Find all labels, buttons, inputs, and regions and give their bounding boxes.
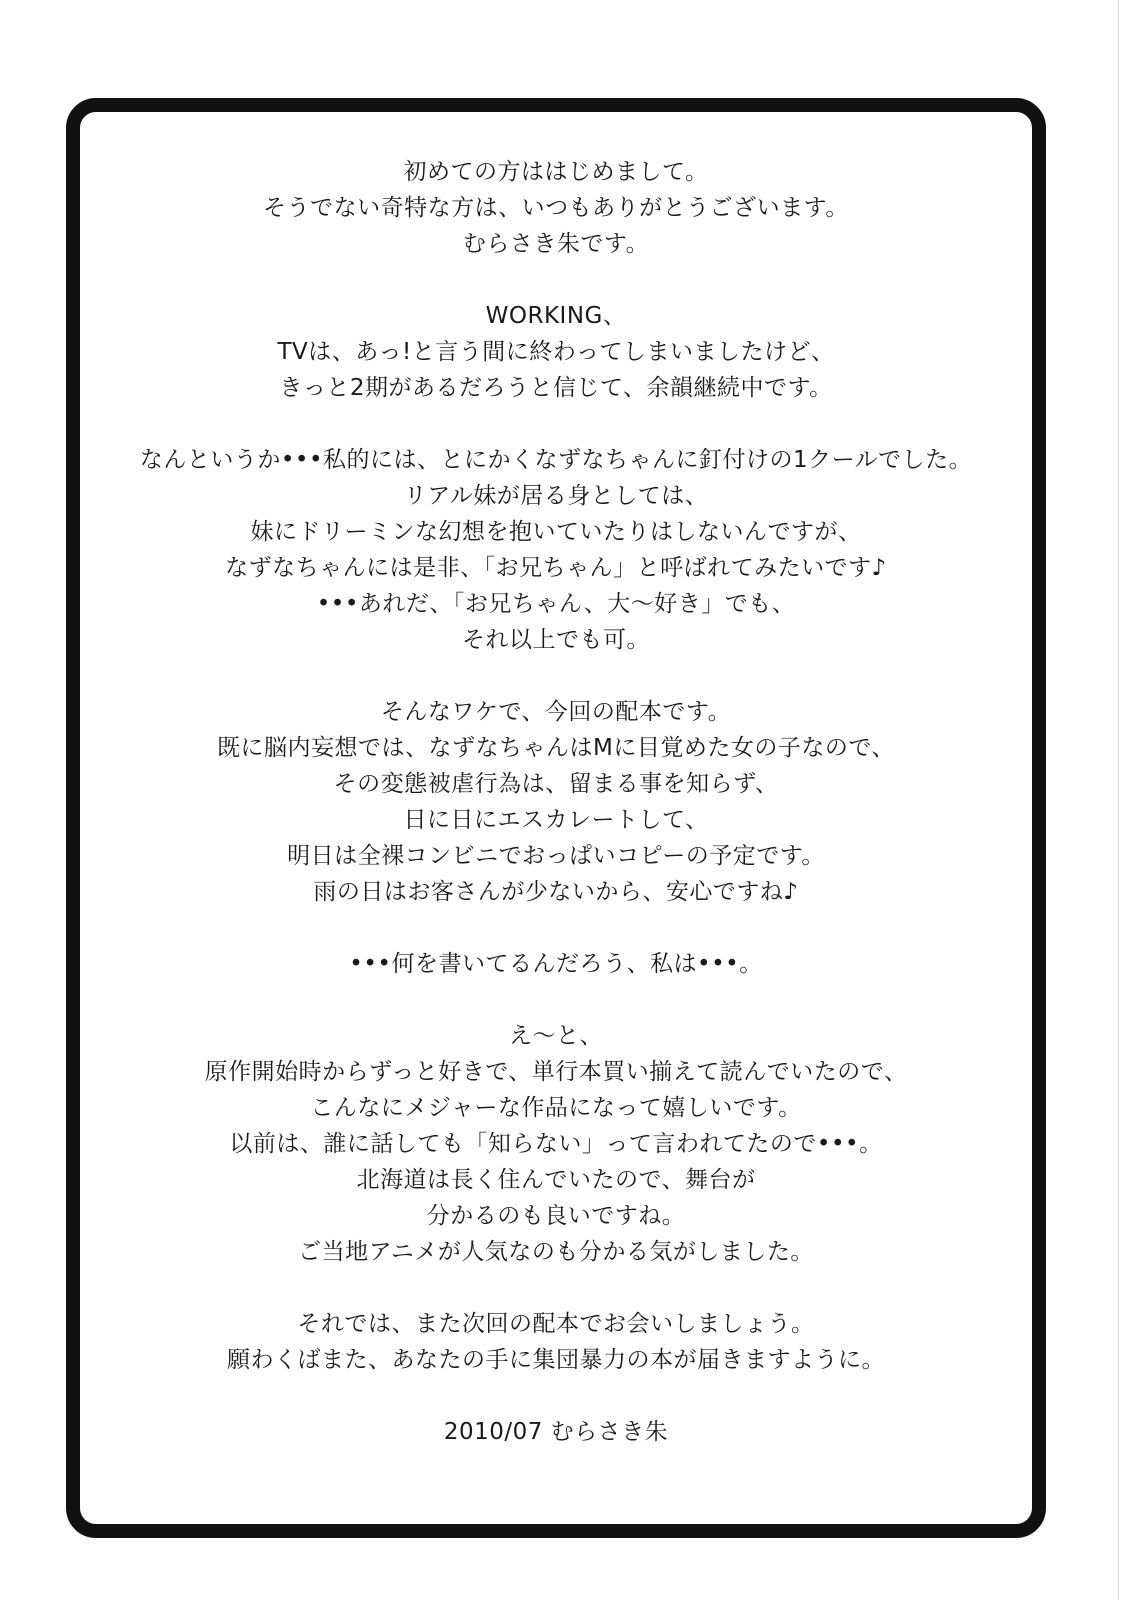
text-line: WORKING、 <box>485 303 627 329</box>
signature-block <box>80 1414 1032 1450</box>
text-line: なずなちゃんには是非、「お兄ちゃん」と呼ばれてみたいです♪ <box>225 555 887 581</box>
page-edge-line <box>1118 0 1119 1600</box>
text-line: そうでない奇特な方は、いつもありがとうございます。 <box>263 195 849 221</box>
text-line: リアル妹が居る身としては、 <box>403 483 709 509</box>
paragraph-working <box>80 298 1032 406</box>
paragraph-nazuna <box>80 442 1032 658</box>
text-line: •••あれだ、「お兄ちゃん、大～好き」でも、 <box>316 591 796 617</box>
text-line: そんなワケで、今回の配本です。 <box>380 699 732 725</box>
text-line: 妹にドリーミンな幻想を抱いていたりはしないんですが、 <box>250 519 862 545</box>
text-line: それでは、また次回の配本でお会いしましょう。 <box>297 1311 815 1337</box>
paragraph-greeting <box>80 154 1032 262</box>
afterword-text <box>80 154 1032 1486</box>
text-line: 初めての方ははじめまして。 <box>403 159 709 185</box>
paragraph-aside <box>80 946 1032 982</box>
text-line: 以前は、誰に話しても「知らない」って言われてたので•••。 <box>229 1131 883 1157</box>
text-line: 原作開始時からずっと好きで、単行本買い揃えて読んでいたので、 <box>204 1059 908 1085</box>
text-line: TVは、あっ!と言う間に終わってしまいましたけど、 <box>277 339 835 365</box>
text-line: ご当地アニメが人気なのも分かる気がしました。 <box>298 1239 814 1265</box>
paragraph-closing <box>80 1306 1032 1378</box>
text-line: むらさき朱です。 <box>462 231 650 257</box>
text-line: 既に脳内妄想では、なずなちゃんはMに目覚めた女の子なので、 <box>217 735 895 761</box>
text-line: •••何を書いてるんだろう、私は•••。 <box>349 951 763 977</box>
paragraph-this-issue <box>80 694 1032 910</box>
text-line: その変態被虐行為は、留まる事を知らず、 <box>333 771 779 797</box>
text-line: 明日は全裸コンビニでおっぱいコピーの予定です。 <box>287 843 825 869</box>
text-line: こんなにメジャーな作品になって嬉しいです。 <box>310 1095 802 1121</box>
text-line: なんというか•••私的には、とにかくなずなちゃんに釘付けの1クールでした。 <box>139 447 973 473</box>
text-line: 願わくばまた、あなたの手に集団暴力の本が届きますように。 <box>227 1347 885 1373</box>
text-line: 北海道は長く住んでいたので、舞台が <box>356 1167 756 1193</box>
text-line: 分かるのも良いですね。 <box>426 1203 686 1229</box>
text-line: きっと2期があるだろうと信じて、余韻継続中です。 <box>279 375 833 401</box>
text-line: 日に日にエスカレートして、 <box>403 807 709 833</box>
paragraph-original-work <box>80 1018 1032 1270</box>
text-line: それ以上でも可。 <box>462 627 650 653</box>
text-line: 雨の日はお客さんが少ないから、安心ですね♪ <box>313 879 799 905</box>
text-line: え～と、 <box>509 1023 603 1049</box>
signature: 2010/07 むらさき朱 <box>443 1419 669 1445</box>
afterword-frame <box>66 98 1046 1538</box>
